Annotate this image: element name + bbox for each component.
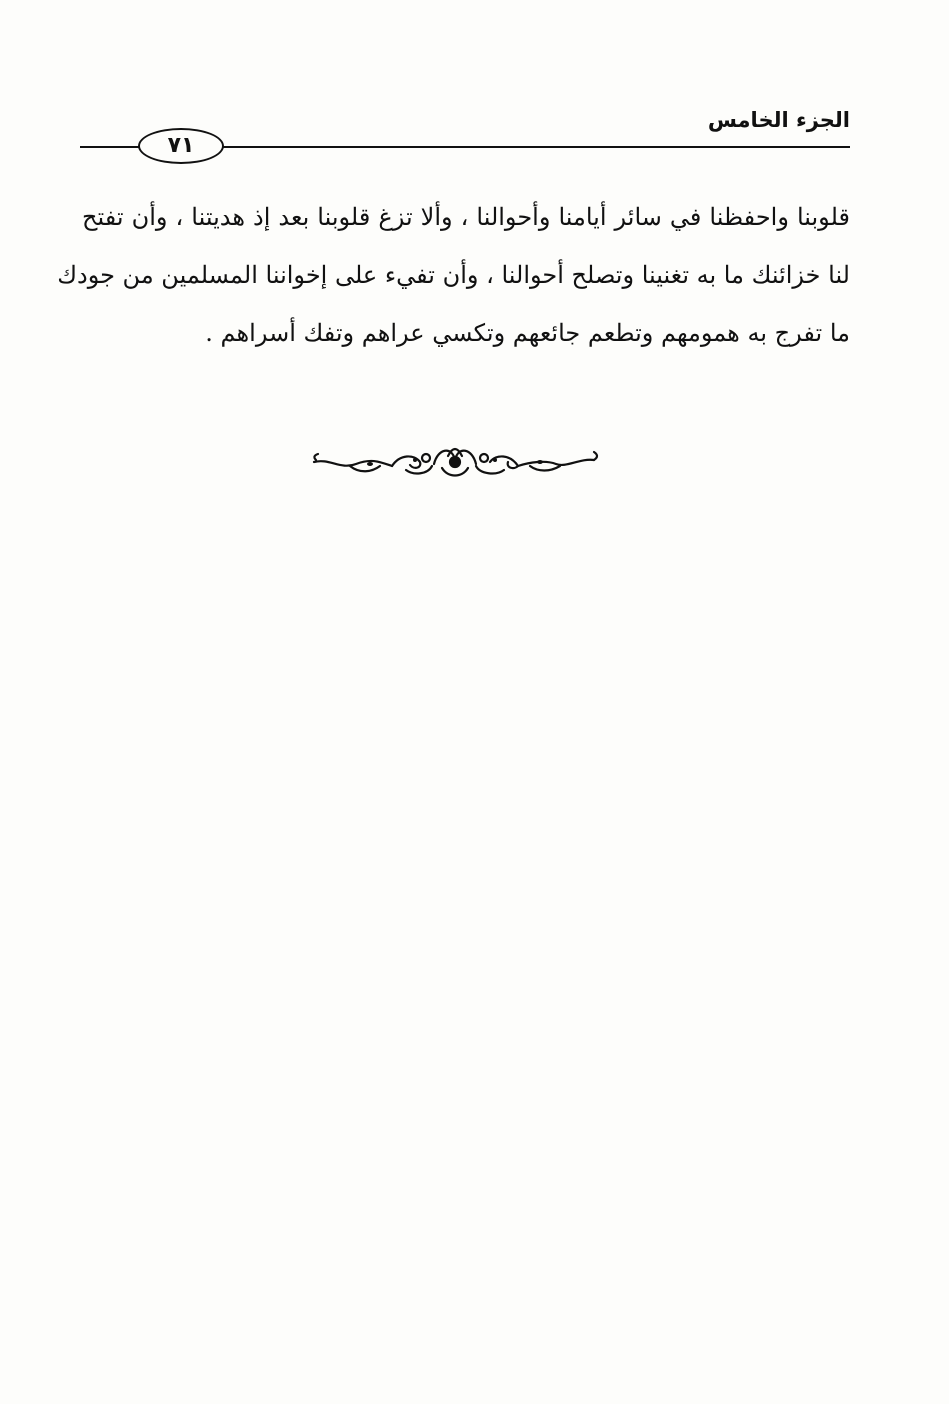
floral-divider-ornament-icon [310,440,600,482]
body-paragraph [57,188,850,362]
running-title: الجزء الخامس [707,108,850,132]
page-number: ٧١ [167,133,195,158]
text-line: لنا خزائنك ما به تغنينا وتصلح أحوالنا ، وأن تفيء على إخواننا المسلمين من جودك [57,261,850,289]
text-line: قلوبنا واحفظنا في سائر أيامنا وأحوالنا ، وألا تزغ قلوبنا بعد إذ هديتنا ، وأن تفتح [82,203,850,231]
page-number-badge [138,128,224,164]
text-line: ما تفرج به همومهم وتطعم جائعهم وتكسي عراهم وتفك أسراهم . [205,319,850,347]
